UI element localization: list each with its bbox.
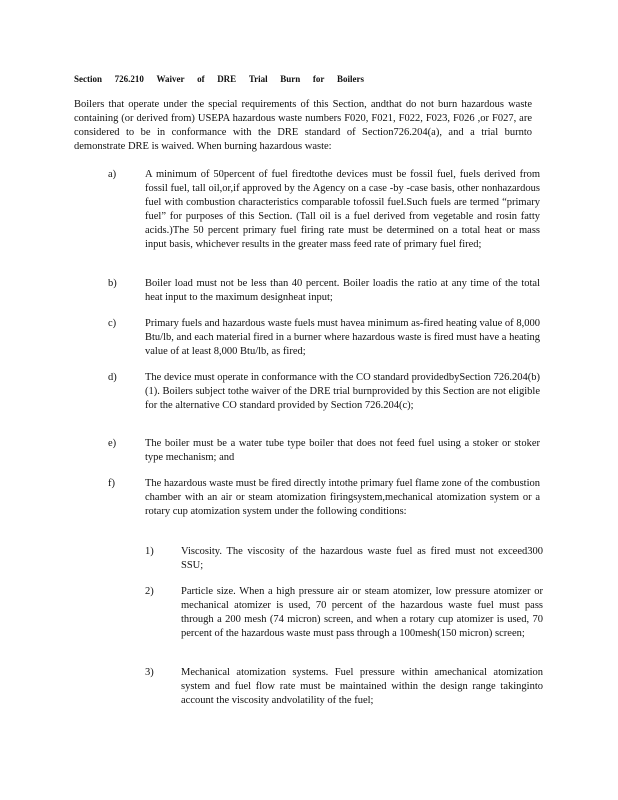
heading-word: for	[312, 74, 325, 84]
item-marker: c)	[108, 318, 117, 329]
item-marker: d)	[108, 372, 117, 383]
sub-item-marker: 3)	[145, 667, 154, 678]
heading-word: of	[197, 74, 205, 84]
item-text: The device must operate in conformance with the CO standard providedbySection 726.204(b)(1). Boilers subject tothe waiver of the DRE trial burnprovided by this Section are not eligible for the alternative CO standard provided by Section 726.204(c);	[145, 372, 540, 411]
heading-section-number: 726.210	[114, 74, 144, 84]
heading-word: Trial	[248, 74, 268, 84]
item-text: A minimum of 50percent of fuel firedtothe devices must be fossil fuel, fuels derived from fossil fuel, tall oil,or,if approved by the Agency on a case -by -case basis, other nonhazardous fuel with combustion characteristics comparable tofossil fuel.Such fuels are termed “primary fuel” for purposes of this Section. (Tall oil is a fuel derived from vegetable and rosin fatty acids.)The 50 percent primary fuel firing rate must be determined on a total heat or mass input basis, whichever results in the greater mass feed rate of primary fuel fired;	[145, 169, 540, 250]
heading-word: Boilers	[337, 74, 364, 84]
heading-word: DRE	[217, 74, 237, 84]
section-heading	[74, 74, 364, 84]
heading-word: Waiver	[156, 74, 185, 84]
intro-paragraph: Boilers that operate under the special requirements of this Section, andthat do not burn hazardous waste containing (or derived from) USEPA hazardous waste numbers F020, F021, F022, F023, F026 ,or F027, are considered to be in conformance with the DRE standard of Section726.204(a), and a trial burnto demonstrate DRE is waived. When burning hazardous waste:	[74, 99, 532, 152]
sub-item-marker: 1)	[145, 546, 154, 557]
sub-item-marker: 2)	[145, 586, 154, 597]
item-marker: e)	[108, 438, 117, 449]
item-marker: b)	[108, 278, 117, 289]
sub-item-text: Mechanical atomization systems. Fuel pressure within amechanical atomization system and fuel flow rate must be maintained within the design range takinginto account the viscosity andvolatility of the fuel;	[181, 667, 543, 706]
heading-section-label: Section	[74, 74, 102, 84]
sub-item-text: Particle size. When a high pressure air or steam atomizer, low pressure atomizer or mechanical atomizer is used, 70 percent of the hazardous waste fuel must pass through a 200 mesh (74 micron) screen, and when a rotary cup atomizer is used, 70 percent of the hazardous waste must pass through a 100mesh(150 micron) screen;	[181, 586, 543, 639]
item-marker: f)	[108, 478, 115, 489]
item-text: Primary fuels and hazardous waste fuels must havea minimum as-fired heating value of 8,000 Btu/lb, and each material fired in a burner where hazardous waste is fired must have a heating value of at least 8,000 Btu/lb, as fired;	[145, 318, 540, 357]
item-text: The hazardous waste must be fired directly intothe primary fuel flame zone of the combustion chamber with an air or steam atomization firingsystem,mechanical atomization system or a rotary cup atomization system under the following conditions:	[145, 478, 540, 517]
item-text: The boiler must be a water tube type boiler that does not feed fuel using a stoker or stoker type mechanism; and	[145, 438, 540, 463]
item-marker: a)	[108, 169, 117, 180]
heading-word: Burn	[280, 74, 301, 84]
item-text: Boiler load must not be less than 40 percent. Boiler loadis the ratio at any time of the total heat input to the maximum designheat input;	[145, 278, 540, 303]
sub-item-text: Viscosity. The viscosity of the hazardous waste fuel as fired must not exceed300 SSU;	[181, 546, 543, 571]
